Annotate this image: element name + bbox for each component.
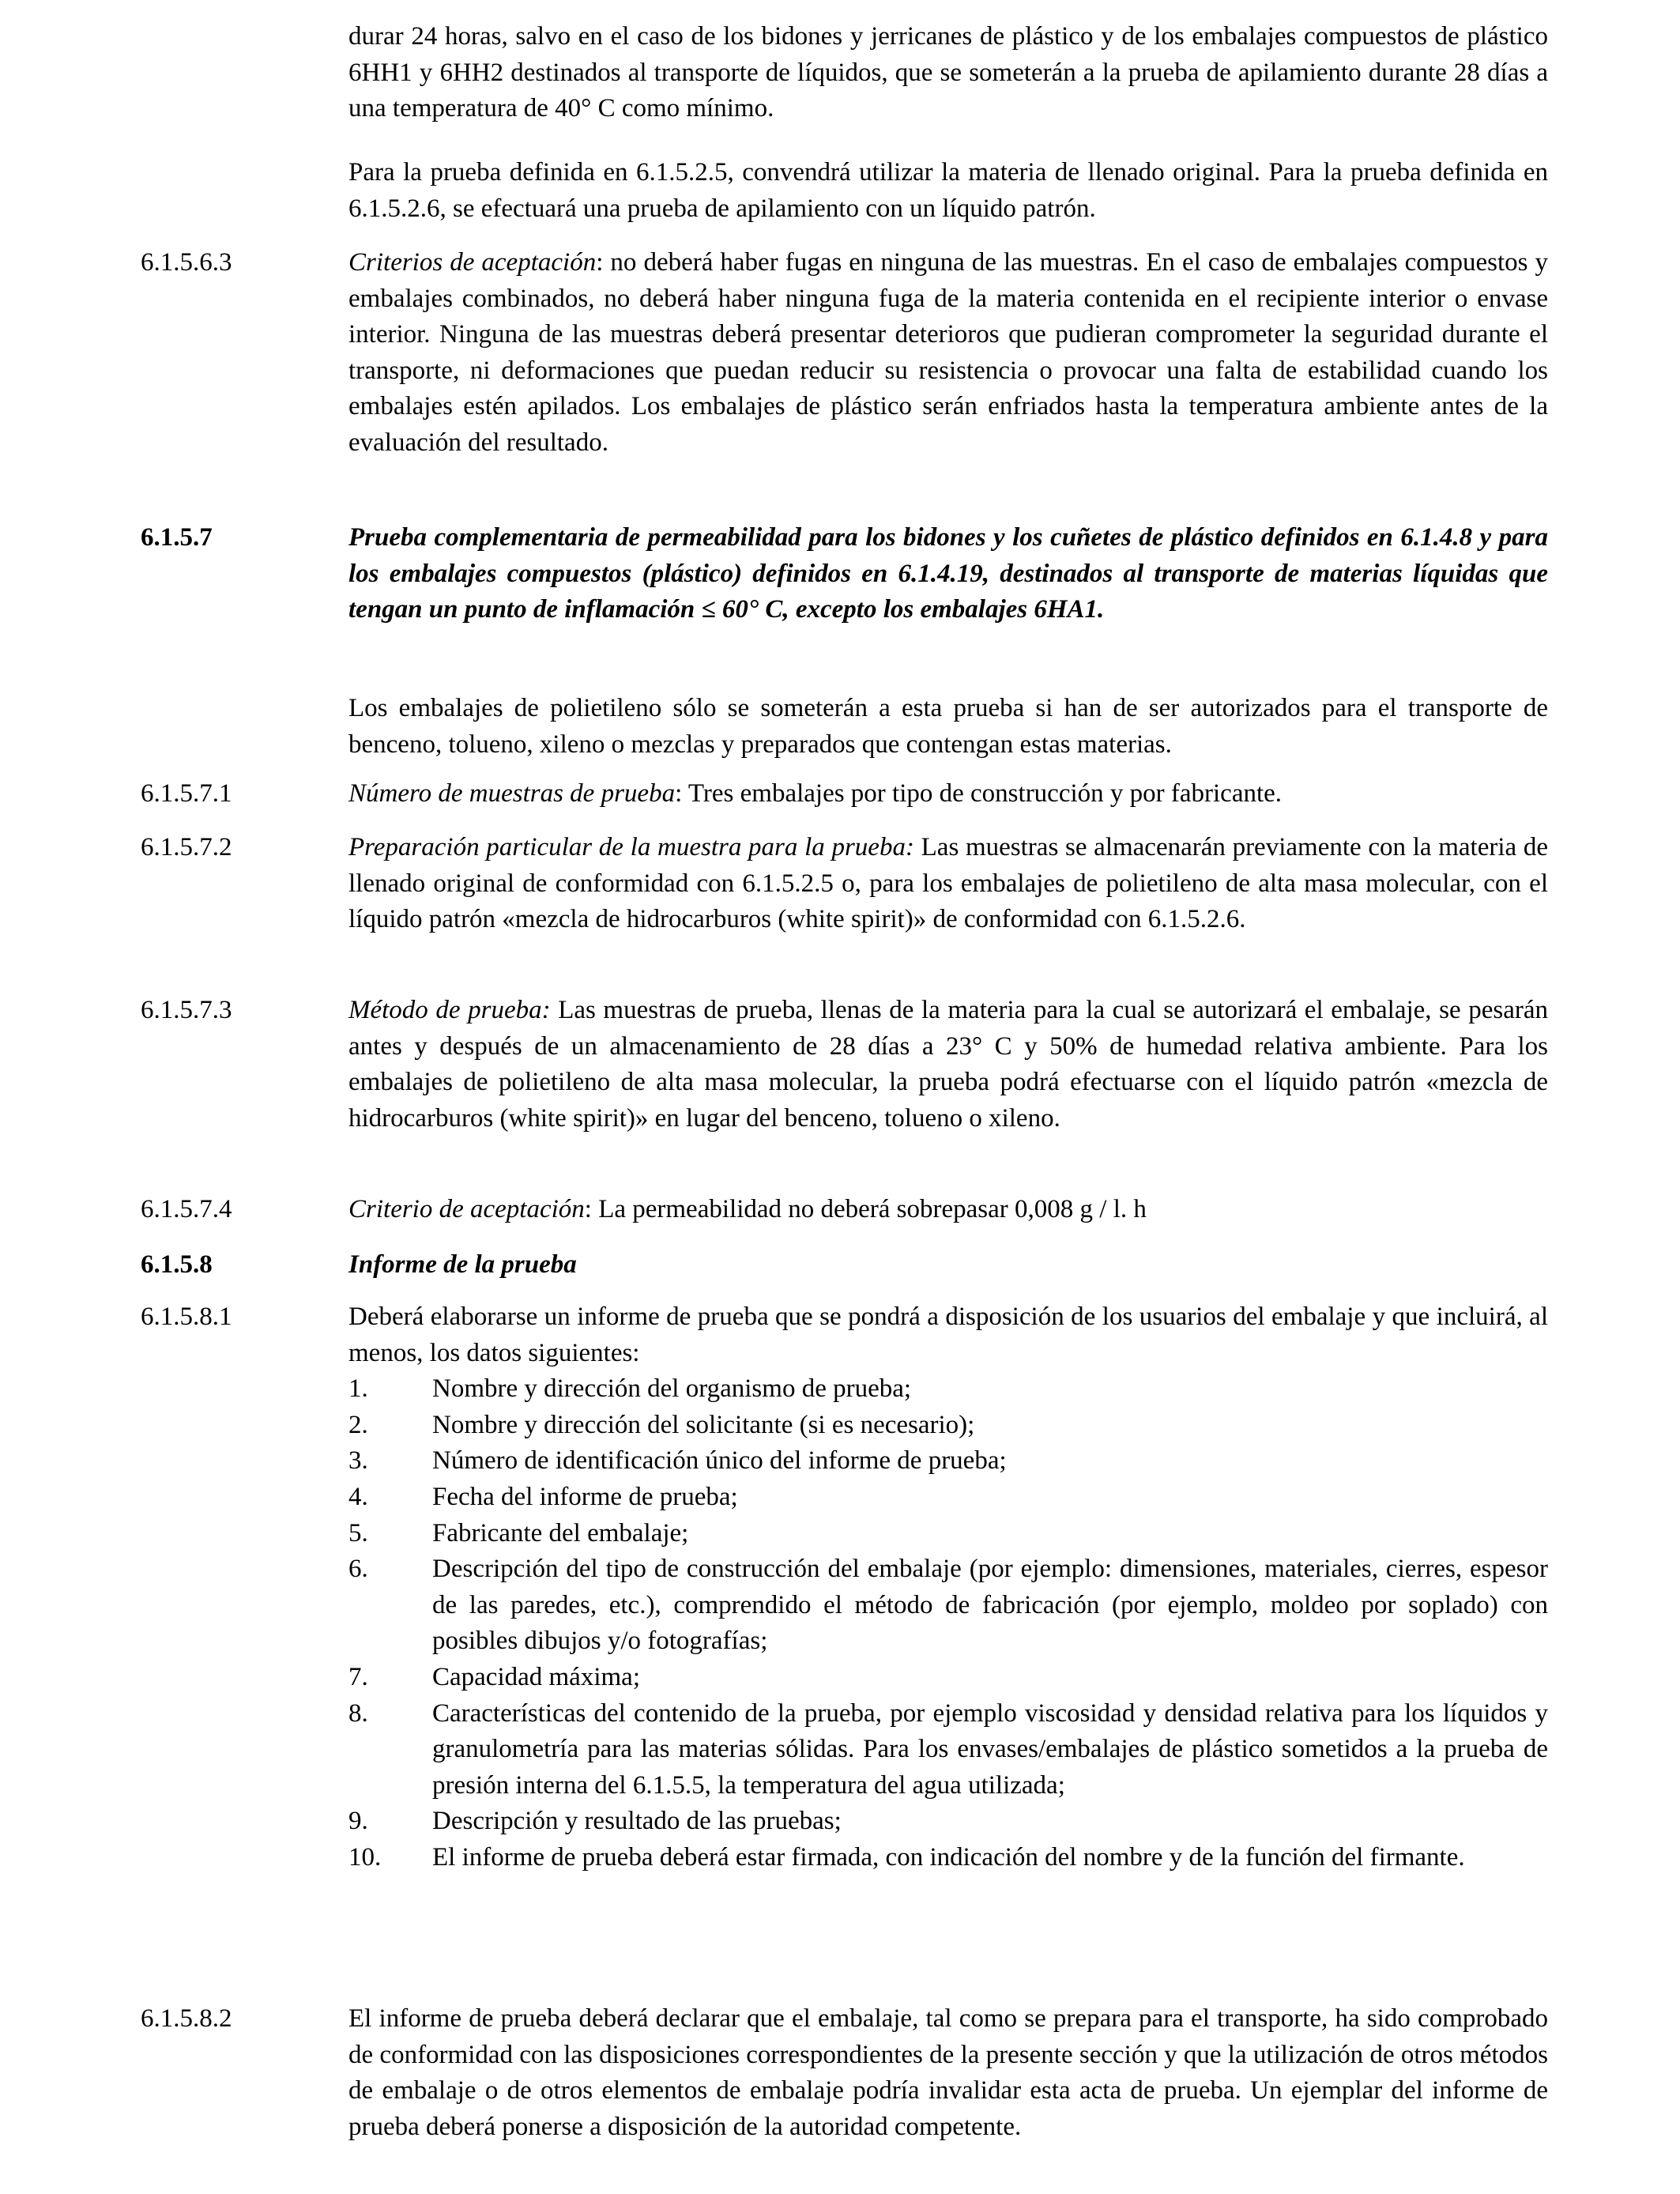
section-6-1-5-7-1 xyxy=(141,776,1547,812)
continuation-block xyxy=(141,19,1547,127)
list-item: 4. Fecha del informe de prueba; xyxy=(348,1482,738,1511)
section-number: 6.1.5.7.4 xyxy=(141,1195,232,1223)
section-text: : no deberá haber fugas en ninguna de las muestras. En el caso de embalajes compuestos y embalajes combinados, no deberá haber ninguna fuga de la materia contenida en el recipiente interior o envase interior. Ninguna de las muestras deberá presentar deterioros que pudieran comprometer la seguridad durante el transporte, ni deformaciones que puedan reducir su resistencia o provocar una falta de estabilidad cuando los embalajes estén apilados. Los embalajes de plástico serán enfriados hasta la temperatura ambiente antes de la evaluación del resultado. xyxy=(348,248,1548,457)
section-heading: Informe de la prueba xyxy=(348,1250,577,1279)
section-number: 6.1.5.7.1 xyxy=(141,779,232,808)
section-6-1-5-7-3 xyxy=(141,993,1547,1137)
section-number: 6.1.5.8.2 xyxy=(141,2004,232,2033)
section-6-1-5-6-3 xyxy=(141,245,1547,462)
section-paragraph xyxy=(348,993,1548,1137)
section-6-1-5-8-1 xyxy=(141,1299,1547,1876)
section-label: Método de prueba: xyxy=(348,996,551,1024)
section-number: 6.1.5.7 xyxy=(141,523,213,552)
section-6-1-5-7-2 xyxy=(141,830,1547,938)
list-item: 1. Nombre y dirección del organismo de prueba; xyxy=(348,1374,912,1404)
list-item: 6. Descripción del tipo de construcción del embalaje (por ejemplo: dimensiones, materiales, cierres, espesor de las paredes, etc.), comprendido el método de fabricación (por ejemplo, moldeo por soplado) con posibles dibujos y/o fotografías; xyxy=(348,1555,1548,1656)
section-text: Las muestras se almacenarán previamente con la materia de llenado original de conformidad con 6.1.5.2.5 o, para los embalajes de polietileno de alta masa molecular, con el líquido patrón «mezcla de hidrocarburos (white spirit)» de conformidad con 6.1.5.2.6. xyxy=(348,833,1548,934)
section-paragraph xyxy=(348,776,1548,812)
list-item: 10. El informe de prueba deberá estar firmada, con indicación del nombre y de la función del firmante. xyxy=(348,1842,1465,1872)
section-number: 6.1.5.7.2 xyxy=(141,833,232,861)
section-6-1-5-8-2 xyxy=(141,2001,1547,2145)
section-paragraph xyxy=(348,830,1548,938)
section-number: 6.1.5.7.3 xyxy=(141,996,232,1024)
continuation-paragraph-2: Para la prueba definida en 6.1.5.2.5, convendrá utilizar la materia de llenado original. Para la prueba definida en 6.1.5.2.6, se efectuará una prueba de apilamiento con un líquido patrón. xyxy=(348,158,1548,223)
section-6-1-5-7-4 xyxy=(141,1192,1547,1228)
section-paragraph: Deberá elaborarse un informe de prueba que se pondrá a disposición de los usuarios del embalaje y que incluirá, al menos, los datos siguientes: xyxy=(348,1302,1548,1367)
list-item: 9. Descripción y resultado de las pruebas; xyxy=(348,1807,842,1836)
section-text: Las muestras de prueba, llenas de la materia para la cual se autorizará el embalaje, se pesarán antes y después de un almacenamiento de 28 días a 23° C y 50% de humedad relativa ambiente. Para los embalajes de polietileno de alta masa molecular, la prueba podrá efectuarse con el líquido patrón «mezcla de hidrocarburos (white spirit)» en lugar del benceno, tolueno o xileno. xyxy=(348,996,1548,1133)
list-item: 5. Fabricante del embalaje; xyxy=(348,1518,689,1547)
section-label: Número de muestras de prueba xyxy=(348,779,676,808)
section-text: : La permeabilidad no deberá sobrepasar 0,008 g / l. h xyxy=(584,1195,1147,1223)
section-label: Criterio de aceptación xyxy=(348,1195,585,1223)
section-text: : Tres embalajes por tipo de construcción y por fabricante. xyxy=(675,779,1283,808)
section-6-1-5-8 xyxy=(141,1247,1547,1284)
continuation-paragraph: durar 24 horas, salvo en el caso de los bidones y jerricanes de plástico y de los embalajes compuestos de plástico 6HH1 y 6HH2 destinados al transporte de líquidos, que se someterán a la prueba de apilamiento durante 28 días a una temperatura de 40° C como mínimo. xyxy=(348,22,1548,123)
section-paragraph xyxy=(348,245,1548,462)
section-paragraph: Los embalajes de polietileno sólo se someterán a esta prueba si han de ser autorizados para el transporte de benceno, tolueno, xileno o mezclas y preparados que contengan estas materias. xyxy=(348,694,1548,759)
section-paragraph xyxy=(348,1192,1548,1228)
continuation-block-2 xyxy=(141,155,1547,227)
section-number: 6.1.5.8.1 xyxy=(141,1302,232,1331)
list-item: 7. Capacidad máxima; xyxy=(348,1662,640,1691)
section-label: Preparación particular de la muestra para la prueba: xyxy=(348,833,914,861)
list-item: 3. Número de identificación único del informe de prueba; xyxy=(348,1446,1007,1476)
list-item: 8. Características del contenido de la prueba, por ejemplo viscosidad y densidad relativa para los líquidos y granulometría para las materias sólidas. Para los envases/embalajes de plástico sometidos a la prueba de presión interna del 6.1.5.5, la temperatura del agua utilizada; xyxy=(348,1698,1548,1800)
section-6-1-5-7 xyxy=(141,520,1547,628)
section-6-1-5-7-text xyxy=(141,691,1547,763)
section-paragraph: El informe de prueba deberá declarar que el embalaje, tal como se prepara para el transporte, ha sido comprobado de conformidad con las disposiciones correspondientes de la presente sección y que la utilización de otros métodos de embalaje o de otros elementos de embalaje podría invalidar esta acta de prueba. Un ejemplar del informe de prueba deberá ponerse a disposición de la autoridad competente. xyxy=(348,2004,1548,2141)
list-item: 2. Nombre y dirección del solicitante (si es necesario); xyxy=(348,1410,975,1439)
report-items-list xyxy=(348,1371,1548,1875)
section-number: 6.1.5.6.3 xyxy=(141,248,232,277)
section-label: Criterios de aceptación xyxy=(348,248,597,277)
section-heading: Prueba complementaria de permeabilidad para los bidones y los cuñetes de plástico definidos en 6.1.4.8 y para los embalajes compuestos (plástico) definidos en 6.1.4.19, destinados al transporte de materias líquidas que tengan un punto de inflamación ≤ 60° C, excepto los embalajes 6HA1. xyxy=(348,523,1548,624)
section-number: 6.1.5.8 xyxy=(141,1250,213,1279)
